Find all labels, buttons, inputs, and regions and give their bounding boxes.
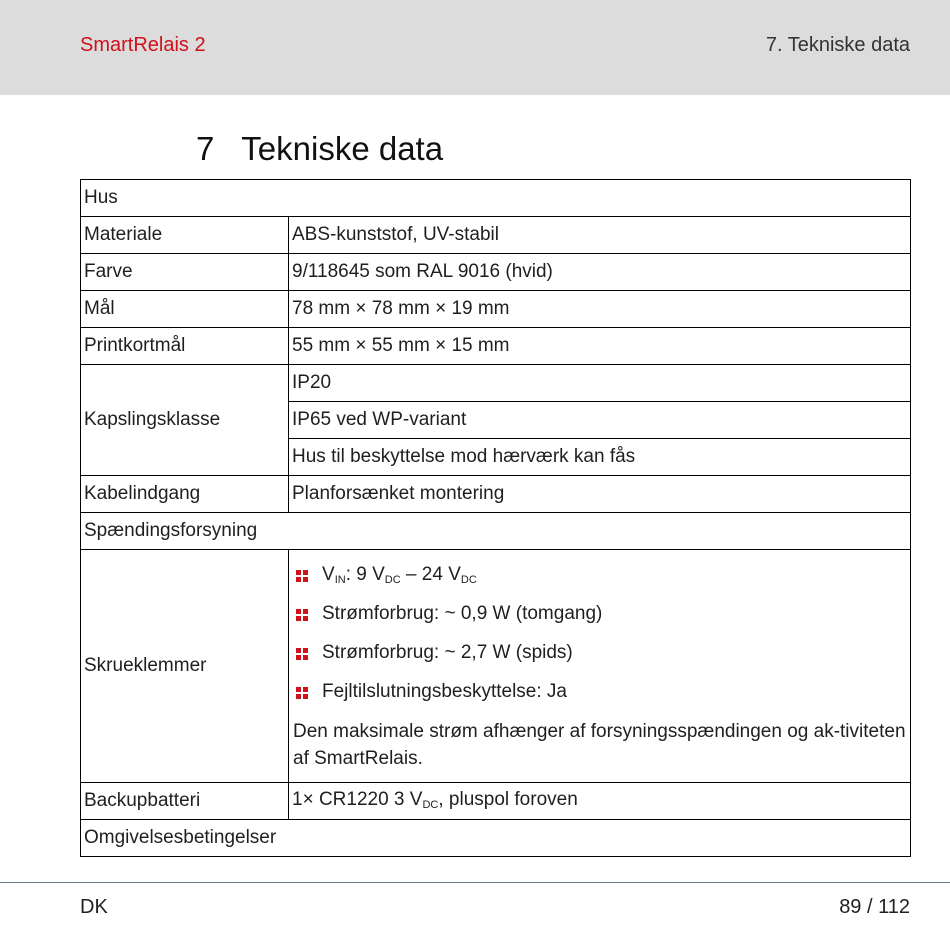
list-item — [293, 673, 910, 712]
voltage-range: $V_{IN}$: 9 $V_{DC} - 24$ $V_{DC}$ — [322, 563, 477, 586]
brand-name: SmartRelais 2 — [80, 34, 206, 56]
bullet-icon — [296, 570, 308, 582]
row-value: IP20 — [289, 365, 911, 402]
chapter-title: 7. Tekniske data — [765, 34, 910, 56]
section-row-environment — [81, 820, 911, 857]
bullet-text: Strømforbrug: ~ 0,9 W (tomgang) — [322, 603, 603, 625]
section-heading: Hus — [81, 180, 911, 217]
list-item — [293, 595, 910, 634]
section-row-power — [81, 513, 911, 550]
bullet-text: Fejltilslutningsbeskyttelse: Ja — [322, 681, 567, 703]
table-row — [81, 217, 911, 254]
row-value: 1× CR1220 3 $V_{DC}$, pluspol foroven — [289, 783, 911, 820]
bullet-icon — [296, 609, 308, 621]
page-header — [0, 0, 950, 95]
list-item — [293, 634, 910, 673]
section-row-housing — [81, 180, 911, 217]
bullet-list — [289, 550, 910, 782]
section-number: 7 — [196, 130, 215, 167]
row-value: 78 mm × 78 mm × 19 mm — [289, 291, 911, 328]
spec-table — [80, 179, 911, 857]
row-value — [289, 550, 911, 783]
footer-language: DK — [80, 896, 108, 918]
table-row — [81, 291, 911, 328]
row-value: 55 mm × 55 mm × 15 mm — [289, 328, 911, 365]
table-row — [81, 783, 911, 820]
row-label: Skrueklemmer — [81, 550, 289, 783]
list-item — [293, 556, 910, 595]
row-value: ABS-kunststof, UV-stabil — [289, 217, 911, 254]
row-label: Materiale — [81, 217, 289, 254]
table-row — [81, 550, 911, 783]
row-value: Hus til beskyttelse mod hærværk kan fås — [289, 439, 911, 476]
row-label: Farve — [81, 254, 289, 291]
table-row — [81, 365, 911, 402]
section-heading: Spændingsforsyning — [81, 513, 911, 550]
row-label: Kabelindgang — [81, 476, 289, 513]
row-value: IP65 ved WP-variant — [289, 402, 911, 439]
footer-divider — [0, 882, 950, 883]
row-label: Mål — [81, 291, 289, 328]
row-label: Kapslingsklasse — [81, 365, 289, 476]
bullet-icon — [296, 648, 308, 660]
section-heading: Omgivelsesbetingelser — [81, 820, 911, 857]
table-row — [81, 328, 911, 365]
section-title: Tekniske data — [241, 130, 444, 167]
table-row — [81, 476, 911, 513]
table-row — [81, 254, 911, 291]
row-value: Planforsænket montering — [289, 476, 911, 513]
row-label: Backupbatteri — [81, 783, 289, 820]
row-value: 9/118645 som RAL 9016 (hvid) — [289, 254, 911, 291]
page-title — [196, 130, 443, 168]
bullet-icon — [296, 687, 308, 699]
current-note: Den maksimale strøm afhænger af forsyningsspændingen og ak-tiviteten af SmartRelais. — [293, 721, 906, 769]
row-label: Printkortmål — [81, 328, 289, 365]
page-number: 89 / 112 — [839, 896, 910, 918]
bullet-text: Strømforbrug: ~ 2,7 W (spids) — [322, 642, 573, 664]
